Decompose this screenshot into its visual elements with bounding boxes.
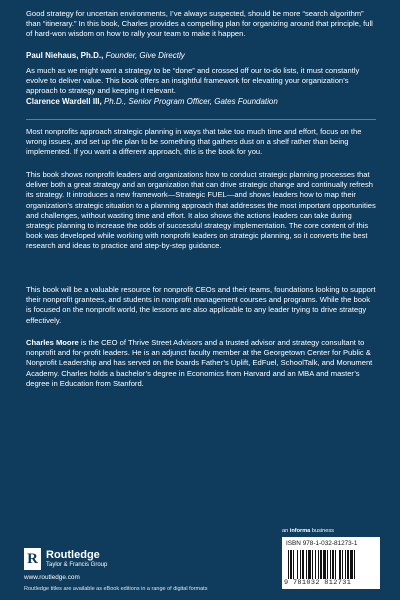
barcode-bar bbox=[318, 550, 319, 579]
barcode-bar bbox=[342, 550, 343, 579]
barcode-bar bbox=[320, 550, 322, 579]
informa-suffix: business bbox=[310, 528, 334, 534]
publisher-group: Taylor & Francis Group bbox=[46, 562, 108, 568]
barcode-bar bbox=[323, 550, 326, 579]
barcode-bar bbox=[330, 550, 331, 579]
isbn-label: ISBN 978-1-032-81273-1 bbox=[286, 540, 358, 547]
barcode-bar bbox=[300, 550, 301, 579]
barcode-bar bbox=[354, 550, 355, 579]
author-bio bbox=[26, 338, 376, 389]
author-bio-text bbox=[26, 338, 376, 389]
barcode-bar bbox=[347, 550, 349, 579]
barcode-bar bbox=[302, 550, 304, 579]
informa-brand: informa bbox=[289, 528, 311, 534]
publisher-website: www.routledge.com bbox=[24, 574, 80, 581]
barcode-panel bbox=[282, 537, 380, 589]
description-paragraph-1 bbox=[26, 127, 376, 158]
publisher-name: Routledge bbox=[46, 549, 100, 561]
praise-quote-2 bbox=[26, 66, 376, 97]
author-bio-body: is the CEO of Thrive Street Advisors and a trusted advisor and strategy consultant to nonprofit and for-profit leaders. He is an adjunct faculty member at the Georgetown Center for Public & Nonprofit Leadership and has served on the boards Father’s Uplift, EdFuel, SchoolTalk, and Monument Academy. Charles holds a bachelor’s degree in Economics from Harvard and an MBA and master’s degree in Education from Stanford. bbox=[26, 338, 373, 388]
barcode-bar bbox=[315, 550, 316, 579]
praise-name-2: Clarence Wardell III, bbox=[26, 97, 102, 106]
barcode-bar bbox=[312, 550, 313, 579]
barcode-bar bbox=[339, 550, 341, 579]
barcode-icon bbox=[288, 550, 374, 579]
barcode-bar bbox=[306, 550, 307, 579]
praise-quote-2-text: As much as we might want a strategy to be “done” and crossed off our to-do lists, it must constantly evolve to deliver value. This book offers an insightful framework for elevating your organization’s approach to strategy and keeping it relevant. bbox=[26, 66, 360, 96]
praise-name-1: Paul Niehaus, Ph.D., bbox=[26, 51, 104, 60]
barcode-bar bbox=[335, 550, 336, 579]
barcode-bar bbox=[350, 550, 353, 579]
praise-attribution-1 bbox=[26, 50, 376, 61]
description-paragraph-3 bbox=[26, 285, 376, 326]
barcode-digits: 9 781032 812731 bbox=[284, 579, 352, 587]
author-name: Charles Moore bbox=[26, 338, 79, 347]
section-divider bbox=[26, 119, 376, 120]
barcode-bar bbox=[297, 550, 298, 579]
praise-quote-1-text: Good strategy for uncertain environments, I’ve always suspected, should be more “search algorithm” than “itinerary.” In this book, Charles provides a compelling plan for organizing around that principle, full of hard-won wisdom on how to rally your team to make it happen. bbox=[26, 9, 373, 39]
praise-attribution-2 bbox=[26, 96, 376, 107]
informa-business-line bbox=[282, 528, 334, 534]
praise-title-2: Ph.D., Senior Program Officer, Gates Foundation bbox=[103, 97, 278, 106]
barcode-bar bbox=[293, 550, 294, 579]
informa-prefix: an bbox=[282, 528, 290, 534]
barcode-bar bbox=[290, 550, 292, 579]
praise-quote-1 bbox=[26, 9, 376, 40]
ebook-note: Routledge titles are available as eBook editions in a range of digital formats bbox=[24, 586, 208, 592]
description-text-2: This book shows nonprofit leaders and organizations how to conduct strategic planning processes that deliver both a great strategy and an organization that can drive strategic change and continually refresh its strategy. It introduces a new framework—Strategic FUEL—and shows leaders how to map their organization’s strategic situation to a planning approach that addresses the most important opportunities and challenges, without wasting time and effort. It also shows the actions leaders can take during strategic planning to increase the odds of successful strategy implementation. The core content of this book was developed while working with nonprofit leaders on strategic planning, so it converts the best research and ideas to practice and step-by-step guidance. bbox=[26, 170, 376, 251]
praise-title-1: Founder, Give Directly bbox=[105, 51, 185, 60]
description-text-3: This book will be a valuable resource for nonprofit CEOs and their teams, foundations looking to support their nonprofit grantees, and students in nonprofit management courses and programs. While the book is focused on the nonprofit world, the lessons are also applicable to any leader trying to drive strategy effectively. bbox=[26, 285, 376, 325]
barcode-bar bbox=[345, 550, 346, 579]
barcode-bar bbox=[308, 550, 311, 579]
barcode-bar bbox=[327, 550, 328, 579]
description-paragraph-2 bbox=[26, 170, 376, 252]
barcode-bar bbox=[288, 550, 289, 579]
barcode-bar bbox=[332, 550, 334, 579]
routledge-logo-icon: R bbox=[24, 548, 41, 570]
description-text-1: Most nonprofits approach strategic planning in ways that take too much time and effort, focus on the wrong issues, and set up the plan to be something that gathers dust on a shelf rather than being implemented. If you want a different approach, this is the book for you. bbox=[26, 127, 362, 157]
